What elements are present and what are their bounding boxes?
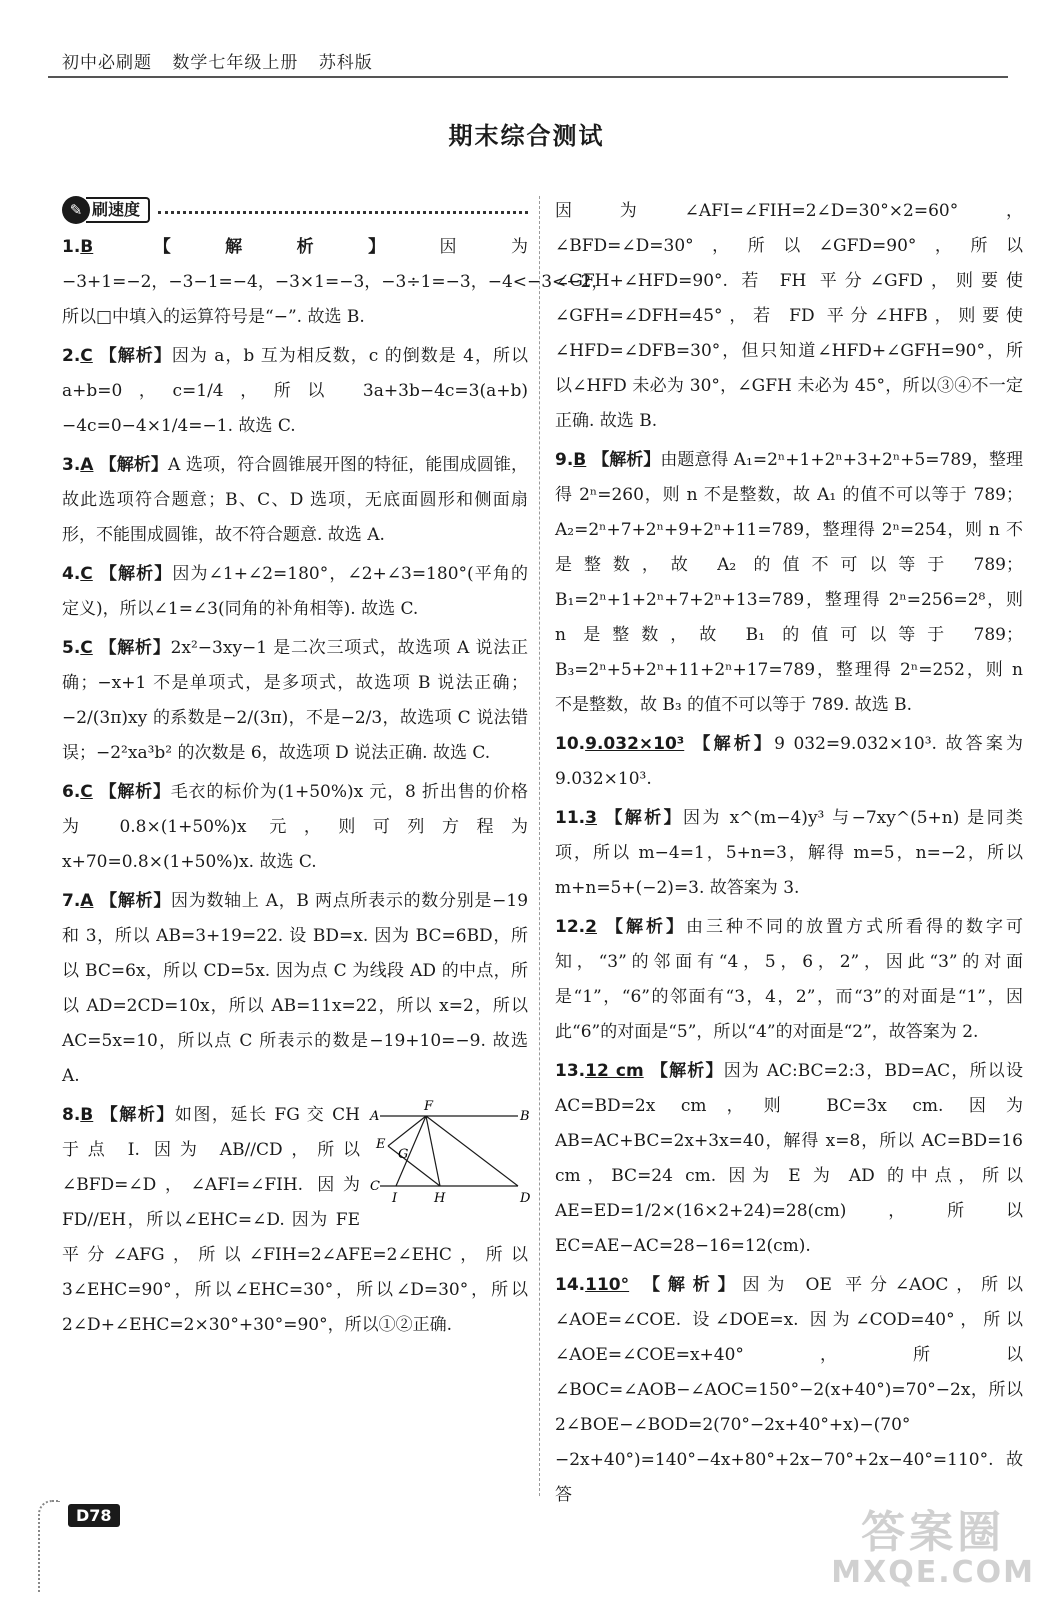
item-number: 11. xyxy=(555,808,586,828)
item-number: 12. xyxy=(555,917,586,937)
figure-point-label: G xyxy=(398,1147,409,1162)
answer-item xyxy=(555,801,1023,906)
item-explanation: 因为 x^(m−4)y³ 与−7xy^(5+n) 是同类项，所以 m−4=1，5+n=3，解得 m=5，n=−2，所以 m+n=5+(−2)=3. 故答案为 3. xyxy=(555,808,1023,898)
item-explanation: 因为∠1+∠2=180°，∠2+∠3=180°(平角的定义)，所以∠1=∠3(同角的补角相等). 故选 C. xyxy=(62,564,529,619)
analysis-tag: 【解析】 xyxy=(602,808,684,828)
analysis-tag: 【解析】 xyxy=(98,782,171,802)
item-number: 4. xyxy=(62,564,81,584)
analysis-tag: 【解析】 xyxy=(602,917,686,937)
item-explanation: 2x²−3xy−1 是二次三项式，故选项 A 说法正确；−x+1 不是单项式，是多项式，故选项 B 说法正确；−2/(3π)xy 的系数是−2/(3π)，不是−2/3，故选项 C 说法错误；−2²xa³b² 的次数是 6，故选项 D 说法正确. 故选 C. xyxy=(62,638,528,763)
figure-line xyxy=(426,1116,440,1186)
header-rule xyxy=(48,76,1008,78)
item-answer: C xyxy=(80,638,93,658)
header-series: 初中必刷题 xyxy=(62,53,152,73)
item-explanation: A 选项，符合圆锥展开图的特征，能围成圆锥，故此选项符合题意；B、C、D 选项，无底面圆形和侧面扇形，不能围成圆锥，故不符合题意. 故选 A. xyxy=(62,455,529,545)
item-answer: C xyxy=(80,346,93,366)
analysis-tag: 【解析】 xyxy=(690,734,775,754)
answer-item xyxy=(62,557,528,627)
pencil-icon: ✎ xyxy=(62,196,90,224)
analysis-tag: 【解析】 xyxy=(98,346,172,366)
answer-item xyxy=(555,1268,1023,1513)
item-answer: B xyxy=(80,237,94,257)
item-explanation: 因为 AC:BC=2:3，BD=AC，所以设 AC=BD=2x cm，则 BC=3x cm. 因为 AB=AC+BC=2x+3x=40，解得 x=8，所以 AC=BD=16 cm，BC=24 cm. 因为 E 为 AD 的中点，所以 AE=ED=1/2×(16×2+24)=28(cm)，所以 EC=AE−AC=28−16=12(cm). xyxy=(555,1061,1023,1256)
analysis-tag: 【解析】 xyxy=(98,564,173,584)
answer-item xyxy=(62,448,528,553)
figure-point-label: C xyxy=(370,1179,380,1194)
figure-point-label: A xyxy=(370,1109,380,1124)
item-explanation: 9 032=9.032×10³. 故答案为 9.032×10³. xyxy=(555,734,1024,789)
figure-point-label: I xyxy=(392,1191,398,1206)
item-answer: 110° xyxy=(585,1275,630,1295)
item-answer: 9.032×10³ xyxy=(585,734,685,754)
answer-item xyxy=(62,1098,531,1343)
right-column xyxy=(555,192,1023,1517)
item-number: 3. xyxy=(62,455,81,475)
answer-item xyxy=(555,443,1023,723)
answer-item xyxy=(555,194,1023,439)
geometry-figure xyxy=(368,1098,531,1208)
figure-line xyxy=(426,1116,518,1186)
item-explanation: 因为−3+1=−2，−3−1=−4，−3×1=−3，−3÷1=−3，−4<−3<−2，所以□中填入的运算符号是“−”. 故选 B. xyxy=(62,237,609,327)
item-answer: 3 xyxy=(585,808,597,828)
item-number: 7. xyxy=(62,891,81,911)
item-explanation: 因为 a，b 互为相反数，c 的倒数是 4，所以 a+b=0，c=1/4，所以 3a+3b−4c=3(a+b)−4c=0−4×1/4=−1. 故选 C. xyxy=(62,346,528,436)
answer-item xyxy=(555,1054,1023,1264)
item-explanation: 毛衣的标价为(1+50%)x 元，8 折出售的价格为 0.8×(1+50%)x 元，则可列方程为 x+70=0.8×(1+50%)x. 故选 C. xyxy=(62,782,529,872)
figure-point-label: H xyxy=(434,1191,446,1206)
analysis-tag: 【解析】 xyxy=(98,638,171,658)
answer-item xyxy=(62,631,528,771)
answer-item xyxy=(555,727,1023,797)
item-answer: C xyxy=(80,564,93,584)
header-subject: 数学七年级上册 xyxy=(172,53,299,73)
item-explanation: 因为数轴上 A，B 两点所表示的数分别是−19 和 3，所以 AB=3+19=22. 设 BD=x. 因为 BC=6BD，所以 BC=6x，所以 CD=5x. 因为点 C 为线段 AD 的中点，所以 AD=2CD=10x，所以 AB=11x=22，所以 x=2，所以 AC=5x=10，所以点 C 所表示的数是−19+10=−9. 故选 A. xyxy=(62,891,529,1086)
watermark xyxy=(831,1507,1035,1590)
item-number: 5. xyxy=(62,638,81,658)
item-number: 2. xyxy=(62,346,81,366)
item-number: 9. xyxy=(555,450,574,470)
figure-line xyxy=(388,1116,426,1146)
page-title: 期末综合测试 xyxy=(448,122,605,150)
item-explanation: 如图，延长 FG 交 CH 于点 I. 因为 AB//CD，所以∠BFD=∠D，∠AFI=∠FIH. 因为 FD//EH，所以∠EHC=∠D. 因为 FE 平分∠AFG，所以∠FIH=2∠AFE=2∠EHC，所以 3∠EHC=90°，所以∠EHC=30°，所以∠D=30°，所以 2∠D+∠EHC=2×30°+30°=90°，所以①②正确. xyxy=(62,1105,528,1335)
answer-item xyxy=(62,775,528,880)
item-answer: 12 cm xyxy=(585,1061,644,1081)
item-number: 10. xyxy=(555,734,586,754)
section-label: 刷速度 xyxy=(86,197,150,223)
answer-item xyxy=(555,910,1023,1050)
header-edition: 苏科版 xyxy=(318,53,373,73)
item-explanation: 因为 OE 平分∠AOC，所以∠AOE=∠COE. 设∠DOE=x. 因为∠COD=40°，所以∠AOE=∠COE=x+40°，所以∠BOC=∠AOB−∠AOC=150°−2(x+40°)=70°−2x，所以 2∠BOE−∠BOD=2(70°−2x+40°+x)−(70°−2x+40°)=140°−4x+80°+2x−70°+2x−40°=110°. 故答 xyxy=(555,1275,1023,1505)
answer-item xyxy=(62,884,528,1094)
book-header xyxy=(62,48,387,73)
analysis-tag: 【解析】 xyxy=(99,237,440,257)
item-answer: C xyxy=(80,782,93,802)
watermark-bottom: MXQE.COM xyxy=(831,1554,1035,1590)
figure-point-label: D xyxy=(520,1191,531,1206)
analysis-tag: 【解析】 xyxy=(592,450,661,470)
item-answer: A xyxy=(80,891,94,911)
item-answer: B xyxy=(80,1105,94,1125)
column-divider xyxy=(539,196,540,1496)
answer-item xyxy=(62,230,609,335)
page-corner-decoration xyxy=(38,1500,60,1592)
item-answer: A xyxy=(80,455,94,475)
figure-point-label: E xyxy=(376,1137,386,1152)
item-number: 1. xyxy=(62,237,81,257)
watermark-top: 答案圈 xyxy=(861,1507,1006,1559)
item-explanation: 因为∠AFI=∠FIH=2∠D=30°×2=60°，∠BFD=∠D=30°，所以∠GFD=90°，所以∠GFH+∠HFD=90°. 若 FH 平分∠GFD，则要使∠GFH=∠DFH=45°，若 FD 平分∠HFB，则要使∠HFD=∠DFB=30°，但只知道∠HFD+∠GFH=90°，所以∠HFD 未必为 30°，∠GFH 未必为 45°，所以③④不一定正确. 故选 B. xyxy=(555,201,1023,431)
item-number: 13. xyxy=(555,1061,586,1081)
right-item-list xyxy=(555,194,1023,1513)
item-answer: 2 xyxy=(585,917,597,937)
item-number: 8. xyxy=(62,1105,81,1125)
page-number: D78 xyxy=(68,1504,120,1527)
item-answer: B xyxy=(573,450,587,470)
item-explanation: 由三种不同的放置方式所看得的数字可知，“3”的邻面有“4，5，6，2”，因此“3”的对面是“1”，“6”的邻面有“3，4，2”，而“3”的对面是“1”，因此“6”的对面是“5”，所以“4”的对面是“2”，故答案为 2. xyxy=(555,917,1024,1042)
item-number: 14. xyxy=(555,1275,586,1295)
analysis-tag: 【解析】 xyxy=(99,1105,175,1125)
figure-line xyxy=(388,1146,440,1186)
dotted-leader xyxy=(158,211,528,214)
answer-item xyxy=(62,339,528,444)
analysis-tag: 【解析】 xyxy=(649,1061,724,1081)
figure-point-label: B xyxy=(520,1109,530,1124)
figure-point-label: F xyxy=(424,1099,434,1114)
item-number: 6. xyxy=(62,782,81,802)
analysis-tag: 【解析】 xyxy=(99,455,169,475)
item-explanation: 由题意得 A₁=2ⁿ+1+2ⁿ+3+2ⁿ+5=789，整理得 2ⁿ=260，则 n 不是整数，故 A₁ 的值不可以等于 789；A₂=2ⁿ+7+2ⁿ+9+2ⁿ+11=789，整理得 2ⁿ=254，则 n 不是整数，故 A₂ 的值不可以等于 789；B₁=2ⁿ+1+2ⁿ+7+2ⁿ+13=789，整理得 2ⁿ=256=2⁸，则 n 是整数，故 B₁ 的值可以等于 789；B₃=2ⁿ+5+2ⁿ+11+2ⁿ+17=789，整理得 2ⁿ=252，则 n 不是整数，故 B₃ 的值不可以等于 789. 故选 B. xyxy=(555,450,1023,715)
section-header xyxy=(62,192,528,228)
analysis-tag: 【解析】 xyxy=(99,891,172,911)
analysis-tag: 【解析】 xyxy=(635,1275,743,1295)
